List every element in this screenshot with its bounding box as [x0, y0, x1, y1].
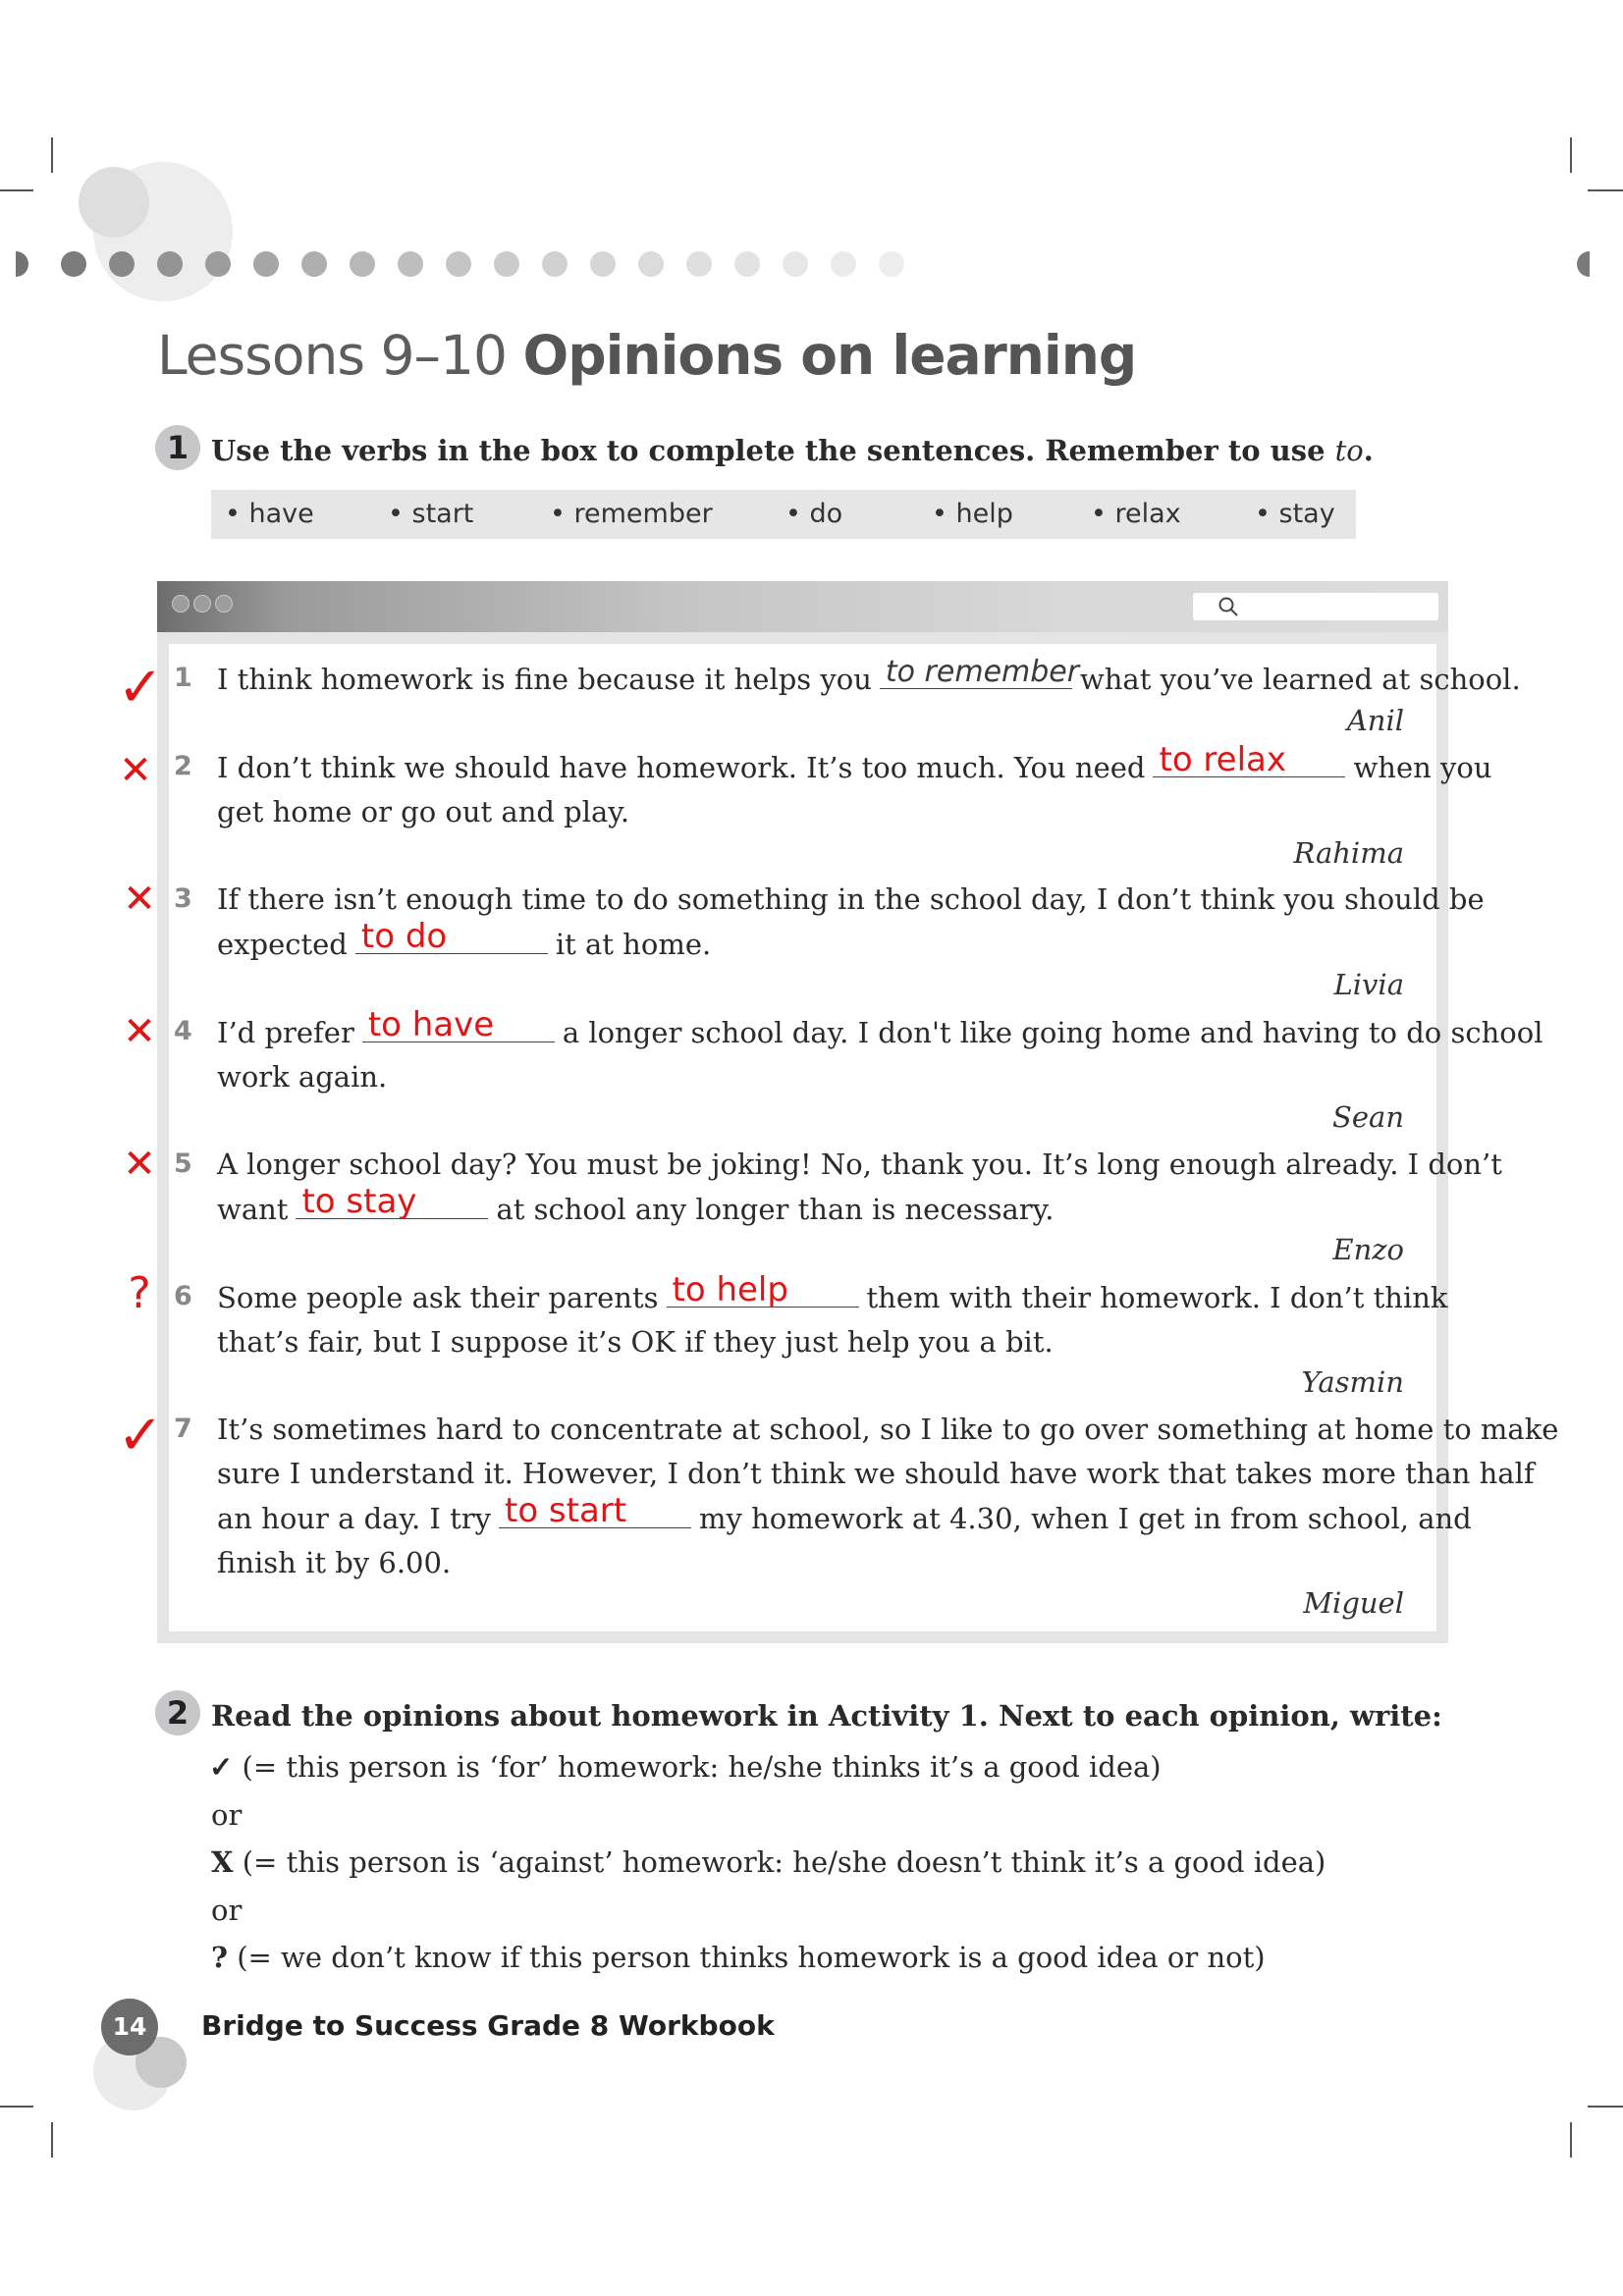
- answer-blank: [362, 1005, 555, 1044]
- answer-text: to relax: [1159, 740, 1286, 779]
- decorative-dot: [301, 251, 327, 277]
- item-line: finish it by 6.00.: [217, 1546, 452, 1579]
- decorative-dot: [350, 251, 375, 277]
- item-number: 7: [174, 1414, 192, 1444]
- speaker-name: Livia: [1333, 968, 1404, 1001]
- item-text: [217, 657, 1521, 702]
- item-number: 6: [174, 1281, 192, 1311]
- decorative-dot: [109, 251, 135, 277]
- item-line: get home or go out and play.: [217, 795, 630, 828]
- decorative-dot: [879, 251, 904, 277]
- legend-text: (= this person is ‘for’ homework: he/she thinks it’s a good idea): [242, 1750, 1162, 1784]
- item-text: [217, 1005, 1543, 1099]
- browser-search-box: [1193, 593, 1438, 620]
- window-button-icon: [215, 595, 233, 613]
- legend-text: (= this person is ‘against’ homework: he/she doesn’t think it’s a good idea): [242, 1845, 1326, 1879]
- item-line: expected: [217, 928, 348, 961]
- legend-line: [211, 1798, 242, 1832]
- speaker-name: Rahima: [1293, 836, 1404, 870]
- instruction-end: .: [1363, 434, 1374, 467]
- item-line: sure I understand it. However, I don’t think we should have work that takes more than half: [217, 1457, 1535, 1490]
- page-title: [157, 324, 1136, 387]
- book-title: Bridge to Success Grade 8 Workbook: [201, 2009, 775, 2042]
- lesson-range: Lessons 9–10: [157, 324, 507, 387]
- answer-text: to help: [672, 1270, 788, 1309]
- item-number: 2: [174, 751, 192, 781]
- item-line: an hour a day. I try: [217, 1502, 491, 1535]
- item-line: A longer school day? You must be joking! No, thank you. It’s long enough already. I don’t: [217, 1148, 1502, 1181]
- answer-text: to start: [504, 1491, 627, 1530]
- decorative-dot: [16, 251, 28, 277]
- crop-mark: [1570, 2122, 1572, 2158]
- lesson-title: Opinions on learning: [522, 324, 1137, 387]
- search-icon: [1217, 595, 1240, 618]
- answer-text: to do: [360, 917, 448, 956]
- decorative-dot: [446, 251, 471, 277]
- window-button-icon: [172, 595, 189, 613]
- decorative-dot: [590, 251, 616, 277]
- item-line: work again.: [217, 1060, 388, 1094]
- item-line: It’s sometimes hard to concentrate at school, so I like to go over something at home to make: [217, 1413, 1559, 1446]
- question-symbol: ?: [211, 1941, 228, 1974]
- word-box-item: • start: [388, 499, 474, 529]
- speaker-name: Sean: [1332, 1100, 1404, 1134]
- decorative-dot: [494, 251, 519, 277]
- item-text: [217, 1270, 1448, 1364]
- decorative-dot: [542, 251, 568, 277]
- decorative-dot: [157, 251, 183, 277]
- speaker-name: Enzo: [1332, 1233, 1404, 1266]
- decorative-dot: [61, 251, 86, 277]
- answer-text: to stay: [301, 1182, 417, 1221]
- item-line: I don’t think we should have homework. It’s too much. You need: [217, 751, 1146, 784]
- decorative-dot: [1577, 251, 1590, 277]
- speaker-name: Yasmin: [1301, 1365, 1404, 1399]
- cross-mark: ✕: [123, 877, 156, 922]
- item-text: [217, 1408, 1558, 1585]
- instruction-emphasis: to: [1334, 434, 1364, 467]
- word-box-item: • remember: [550, 499, 713, 529]
- activity-number: 1: [155, 425, 200, 470]
- crop-mark: [51, 2122, 53, 2158]
- item-text: [217, 878, 1485, 967]
- crop-mark: [1588, 189, 1623, 191]
- answer-blank: [1153, 740, 1345, 779]
- activity-instruction: [211, 434, 1374, 467]
- legend-text: (= we don’t know if this person thinks homework is a good idea or not): [237, 1941, 1266, 1974]
- item-line: them with their homework. I don’t think: [866, 1281, 1448, 1314]
- decorative-circle: [79, 167, 149, 238]
- activity-number: 2: [155, 1690, 200, 1735]
- item-line: my homework at 4.30, when I get in from school, and: [698, 1502, 1472, 1535]
- answer-blank: [880, 655, 1080, 689]
- item-number: 5: [174, 1148, 192, 1179]
- page-number: 14: [101, 1999, 158, 2056]
- legend-text: or: [211, 1894, 243, 1927]
- speaker-name: Anil: [1346, 704, 1404, 737]
- item-line: at school any longer than is necessary.: [496, 1193, 1055, 1226]
- word-box: [211, 490, 1356, 539]
- decorative-dot: [205, 251, 231, 277]
- activity-instruction: Read the opinions about homework in Activity 1. Next to each opinion, write:: [211, 1699, 1442, 1733]
- item-line: when you: [1353, 751, 1492, 784]
- item-line: it at home.: [555, 928, 712, 961]
- item-number: 4: [174, 1016, 192, 1046]
- item-line: Some people ask their parents: [217, 1281, 659, 1314]
- crop-mark: [0, 2106, 33, 2108]
- item-text: [217, 1143, 1502, 1232]
- item-line: a longer school day. I don't like going home and having to do school: [562, 1016, 1543, 1049]
- cross-symbol: X: [211, 1845, 234, 1879]
- item-line: If there isn’t enough time to do something in the school day, I don’t think you should be: [217, 882, 1485, 916]
- window-button-icon: [193, 595, 211, 613]
- speaker-name: Miguel: [1303, 1586, 1404, 1620]
- answer-blank: [667, 1270, 859, 1309]
- item-line: I’d prefer: [217, 1016, 354, 1049]
- crop-mark: [1570, 137, 1572, 173]
- word-box-item: • relax: [1091, 499, 1181, 529]
- word-box-item: • stay: [1255, 499, 1335, 529]
- item-line: what you’ve learned at school.: [1079, 663, 1521, 696]
- answer-blank: [355, 917, 548, 956]
- decorative-dot: [638, 251, 664, 277]
- instruction-text: Use the verbs in the box to complete the sentences. Remember to use: [211, 434, 1325, 467]
- decorative-dot: [398, 251, 423, 277]
- cross-mark: ✕: [119, 748, 152, 793]
- item-number: 1: [174, 663, 192, 693]
- decorative-dot: [686, 251, 712, 277]
- check-mark: ✓: [117, 656, 164, 720]
- crop-mark: [1588, 2106, 1623, 2108]
- decorative-dot: [783, 251, 808, 277]
- check-symbol: ✓: [209, 1750, 234, 1784]
- word-box-item: • have: [225, 499, 314, 529]
- legend-line: [209, 1750, 1162, 1784]
- legend-line: [211, 1894, 242, 1927]
- item-text: [217, 740, 1492, 834]
- legend-line: [211, 1941, 1266, 1974]
- answer-text: to remember: [885, 655, 1080, 689]
- word-box-item: • help: [932, 499, 1013, 529]
- crop-mark: [51, 137, 53, 173]
- item-number: 3: [174, 883, 192, 914]
- check-mark: ✓: [117, 1404, 164, 1468]
- decorative-dot: [831, 251, 856, 277]
- legend-line: [211, 1845, 1325, 1879]
- decorative-dot: [734, 251, 760, 277]
- cross-mark: ✕: [123, 1142, 156, 1187]
- legend-text: or: [211, 1798, 243, 1832]
- word-box-item: • do: [785, 499, 843, 529]
- crop-mark: [0, 189, 33, 191]
- answer-blank: [499, 1491, 691, 1530]
- answer-blank: [296, 1182, 488, 1221]
- decorative-dot: [253, 251, 279, 277]
- answer-text: to have: [367, 1005, 495, 1044]
- item-line: want: [217, 1193, 289, 1226]
- cross-mark: ✕: [123, 1009, 156, 1054]
- question-mark: ?: [128, 1268, 151, 1318]
- item-line: I think homework is fine because it helps you: [217, 663, 872, 696]
- item-line: that’s fair, but I suppose it’s OK if they just help you a bit.: [217, 1325, 1054, 1359]
